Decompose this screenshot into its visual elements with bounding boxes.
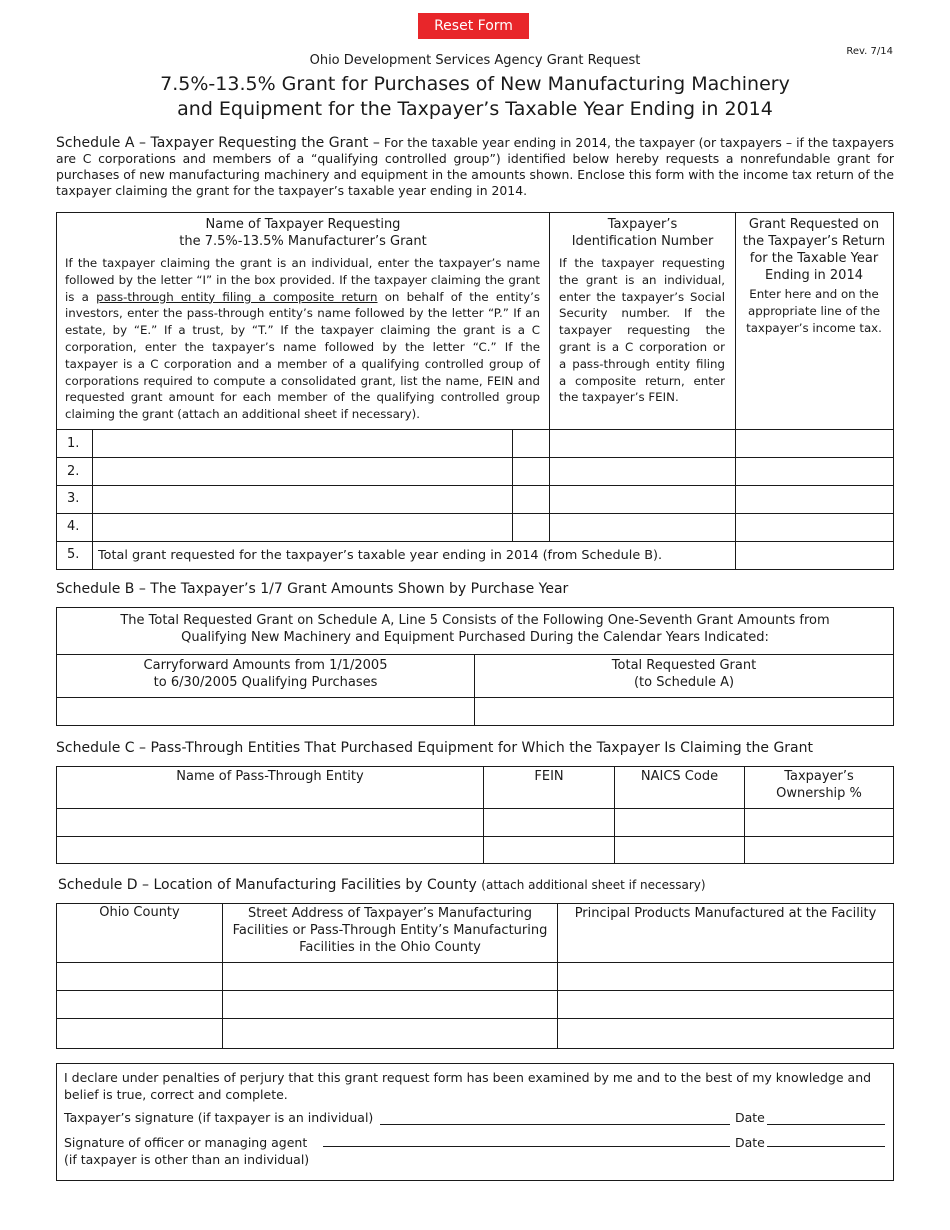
schedule-d-col-county: Ohio County: [99, 905, 180, 920]
schedule-a-col3-instructions: Enter here and on the appropriate line of the taxpayer’s income tax.: [746, 287, 882, 335]
officer-signature-line[interactable]: [323, 1146, 730, 1147]
schedule-b-col2-header: [475, 657, 893, 691]
row-number-3: 3.: [67, 491, 80, 506]
col1-title-line1: Name of Taxpayer Requesting: [205, 217, 401, 232]
schedule-d-title: Schedule D – Location of Manufacturing Facilities by County: [58, 877, 477, 893]
date-label-2: Date: [735, 1135, 765, 1150]
col1-text-b: on behalf of the entity’s investors, enter the pass-through entity’s name followed by the letter “P.” If an estate, by “E.” If a trust, by “T.” If the taxpayer claiming the grant is a C corporation, enter the taxpayer’s name followed by the letter “C.” If the taxpayer is a C corporation and a member of a qualifying controlled group of corporations required to compute a consolidated grant, list the name, FEIN and requested grant amount for each member of the qualifying controlled group claiming the grant (attach an additional sheet if necessary).: [65, 289, 540, 422]
schedule-a-col3-title: Grant Requested on the Taxpayer’s Return for the Taxable Year Ending in 2014: [742, 217, 886, 283]
schedule-c-col-fein: FEIN: [534, 769, 564, 784]
date-label-1: Date: [735, 1110, 765, 1125]
schedule-b-col2-line1: Total Requested Grant: [611, 658, 757, 673]
schedule-b-col1-header: [57, 657, 474, 691]
schedule-c-col-ownership: [745, 768, 893, 802]
ownership-line1: Taxpayer’s: [784, 769, 854, 784]
ownership-line2: Ownership %: [776, 786, 862, 801]
agency-name: Ohio Development Services Agency Grant Request: [309, 53, 641, 68]
schedule-b-box-title-line1: The Total Requested Grant on Schedule A, Line 5 Consists of the Following One-Seventh Grant Amounts from: [120, 613, 830, 628]
declaration-text: I declare under penalties of perjury that this grant request form has been examined by me and to the best of my knowledge and belief is true, correct and complete.: [64, 1070, 872, 1102]
officer-signature-note: (if taxpayer is other than an individual): [64, 1152, 310, 1167]
schedule-a-intro: [56, 135, 894, 199]
schedule-c-col-name: Name of Pass-Through Entity: [176, 769, 364, 784]
schedule-c-col-naics: NAICS Code: [640, 769, 719, 784]
schedule-c-heading: Schedule C – Pass-Through Entities That Purchased Equipment for Which the Taxpayer Is Claiming the Grant: [56, 740, 813, 756]
line-5-label: Total grant requested for the taxpayer’s taxable year ending in 2014 (from Schedule B).: [98, 548, 663, 563]
form-title: [0, 72, 950, 122]
schedule-b-box-title: [57, 612, 893, 646]
col2-title-line1: Taxpayer’s: [607, 217, 678, 232]
title-line-1: 7.5%-13.5% Grant for Purchases of New Manufacturing Machinery: [160, 73, 790, 95]
row-number-2: 2.: [67, 464, 80, 479]
schedule-d-note: (attach additional sheet if necessary): [481, 878, 706, 892]
schedule-b-col1-line1: Carryforward Amounts from 1/1/2005: [143, 658, 388, 673]
row-number-5: 5.: [67, 547, 80, 562]
schedule-b-box-title-line2: Qualifying New Machinery and Equipment Purchased During the Calendar Years Indicated:: [181, 630, 769, 645]
composite-return-link[interactable]: pass-through entity filing a composite return: [96, 289, 378, 304]
revision-label: Rev. 7/14: [846, 46, 893, 57]
date-line-2[interactable]: [767, 1146, 885, 1147]
officer-signature-label: Signature of officer or managing agent: [64, 1135, 308, 1150]
schedule-b-heading: Schedule B – The Taxpayer’s 1/7 Grant Amounts Shown by Purchase Year: [56, 581, 569, 597]
schedule-a-intro-text: For the taxable year ending in 2014, the taxpayer (or taxpayers – if the taxpayers are C corporations and members of a “qualifying controlled group”) identified below hereby requests a nonrefundable grant for purchases of new manufacturing machinery and equipment in the amounts shown. Enclose this form with the income tax return of the taxpayer claiming the grant for the taxpayer’s taxable year ending in 2014.: [56, 135, 894, 198]
schedule-d-heading: [58, 877, 706, 893]
schedule-d-col-address: Street Address of Taxpayer’s Manufacturing Facilities or Pass-Through Entity’s Manufacturing Facilities in the Ohio County: [232, 906, 548, 955]
taxpayer-signature-line[interactable]: [380, 1124, 730, 1125]
reset-form-button[interactable]: Reset Form: [418, 13, 529, 39]
schedule-a-heading: Schedule A – Taxpayer Requesting the Grant –: [56, 135, 380, 151]
row-number-4: 4.: [67, 519, 80, 534]
schedule-d-col-products: Principal Products Manufactured at the Facility: [574, 906, 877, 921]
schedule-a-col1-instructions: [65, 255, 540, 423]
row-number-1: 1.: [67, 436, 80, 451]
taxpayer-signature-label: Taxpayer’s signature (if taxpayer is an individual): [64, 1110, 374, 1125]
date-line-1[interactable]: [767, 1124, 885, 1125]
schedule-a-col2-title: [550, 216, 735, 250]
title-line-2: and Equipment for the Taxpayer’s Taxable Year Ending in 2014: [177, 98, 773, 120]
schedule-b-col1-line2: to 6/30/2005 Qualifying Purchases: [153, 675, 378, 690]
col2-title-line2: Identification Number: [571, 234, 714, 249]
col1-title-line2: the 7.5%-13.5% Manufacturer’s Grant: [179, 234, 427, 249]
col1-text-a: If the taxpayer claiming the grant is an individual, enter the taxpayer’s name followed by the letter “I” in the box provided. If the taxpayer claiming the grant is a: [65, 256, 540, 304]
schedule-b-col2-line2: (to Schedule A): [633, 675, 735, 690]
schedule-a-col2-instructions: If the taxpayer requesting the grant is an individual, enter the taxpayer’s Social Security number. If the taxpayer requesting the grant is a C corporation or a pass-through entity filing a composite return, enter the taxpayer’s FEIN.: [559, 256, 725, 405]
schedule-a-col1-title: [57, 216, 549, 250]
